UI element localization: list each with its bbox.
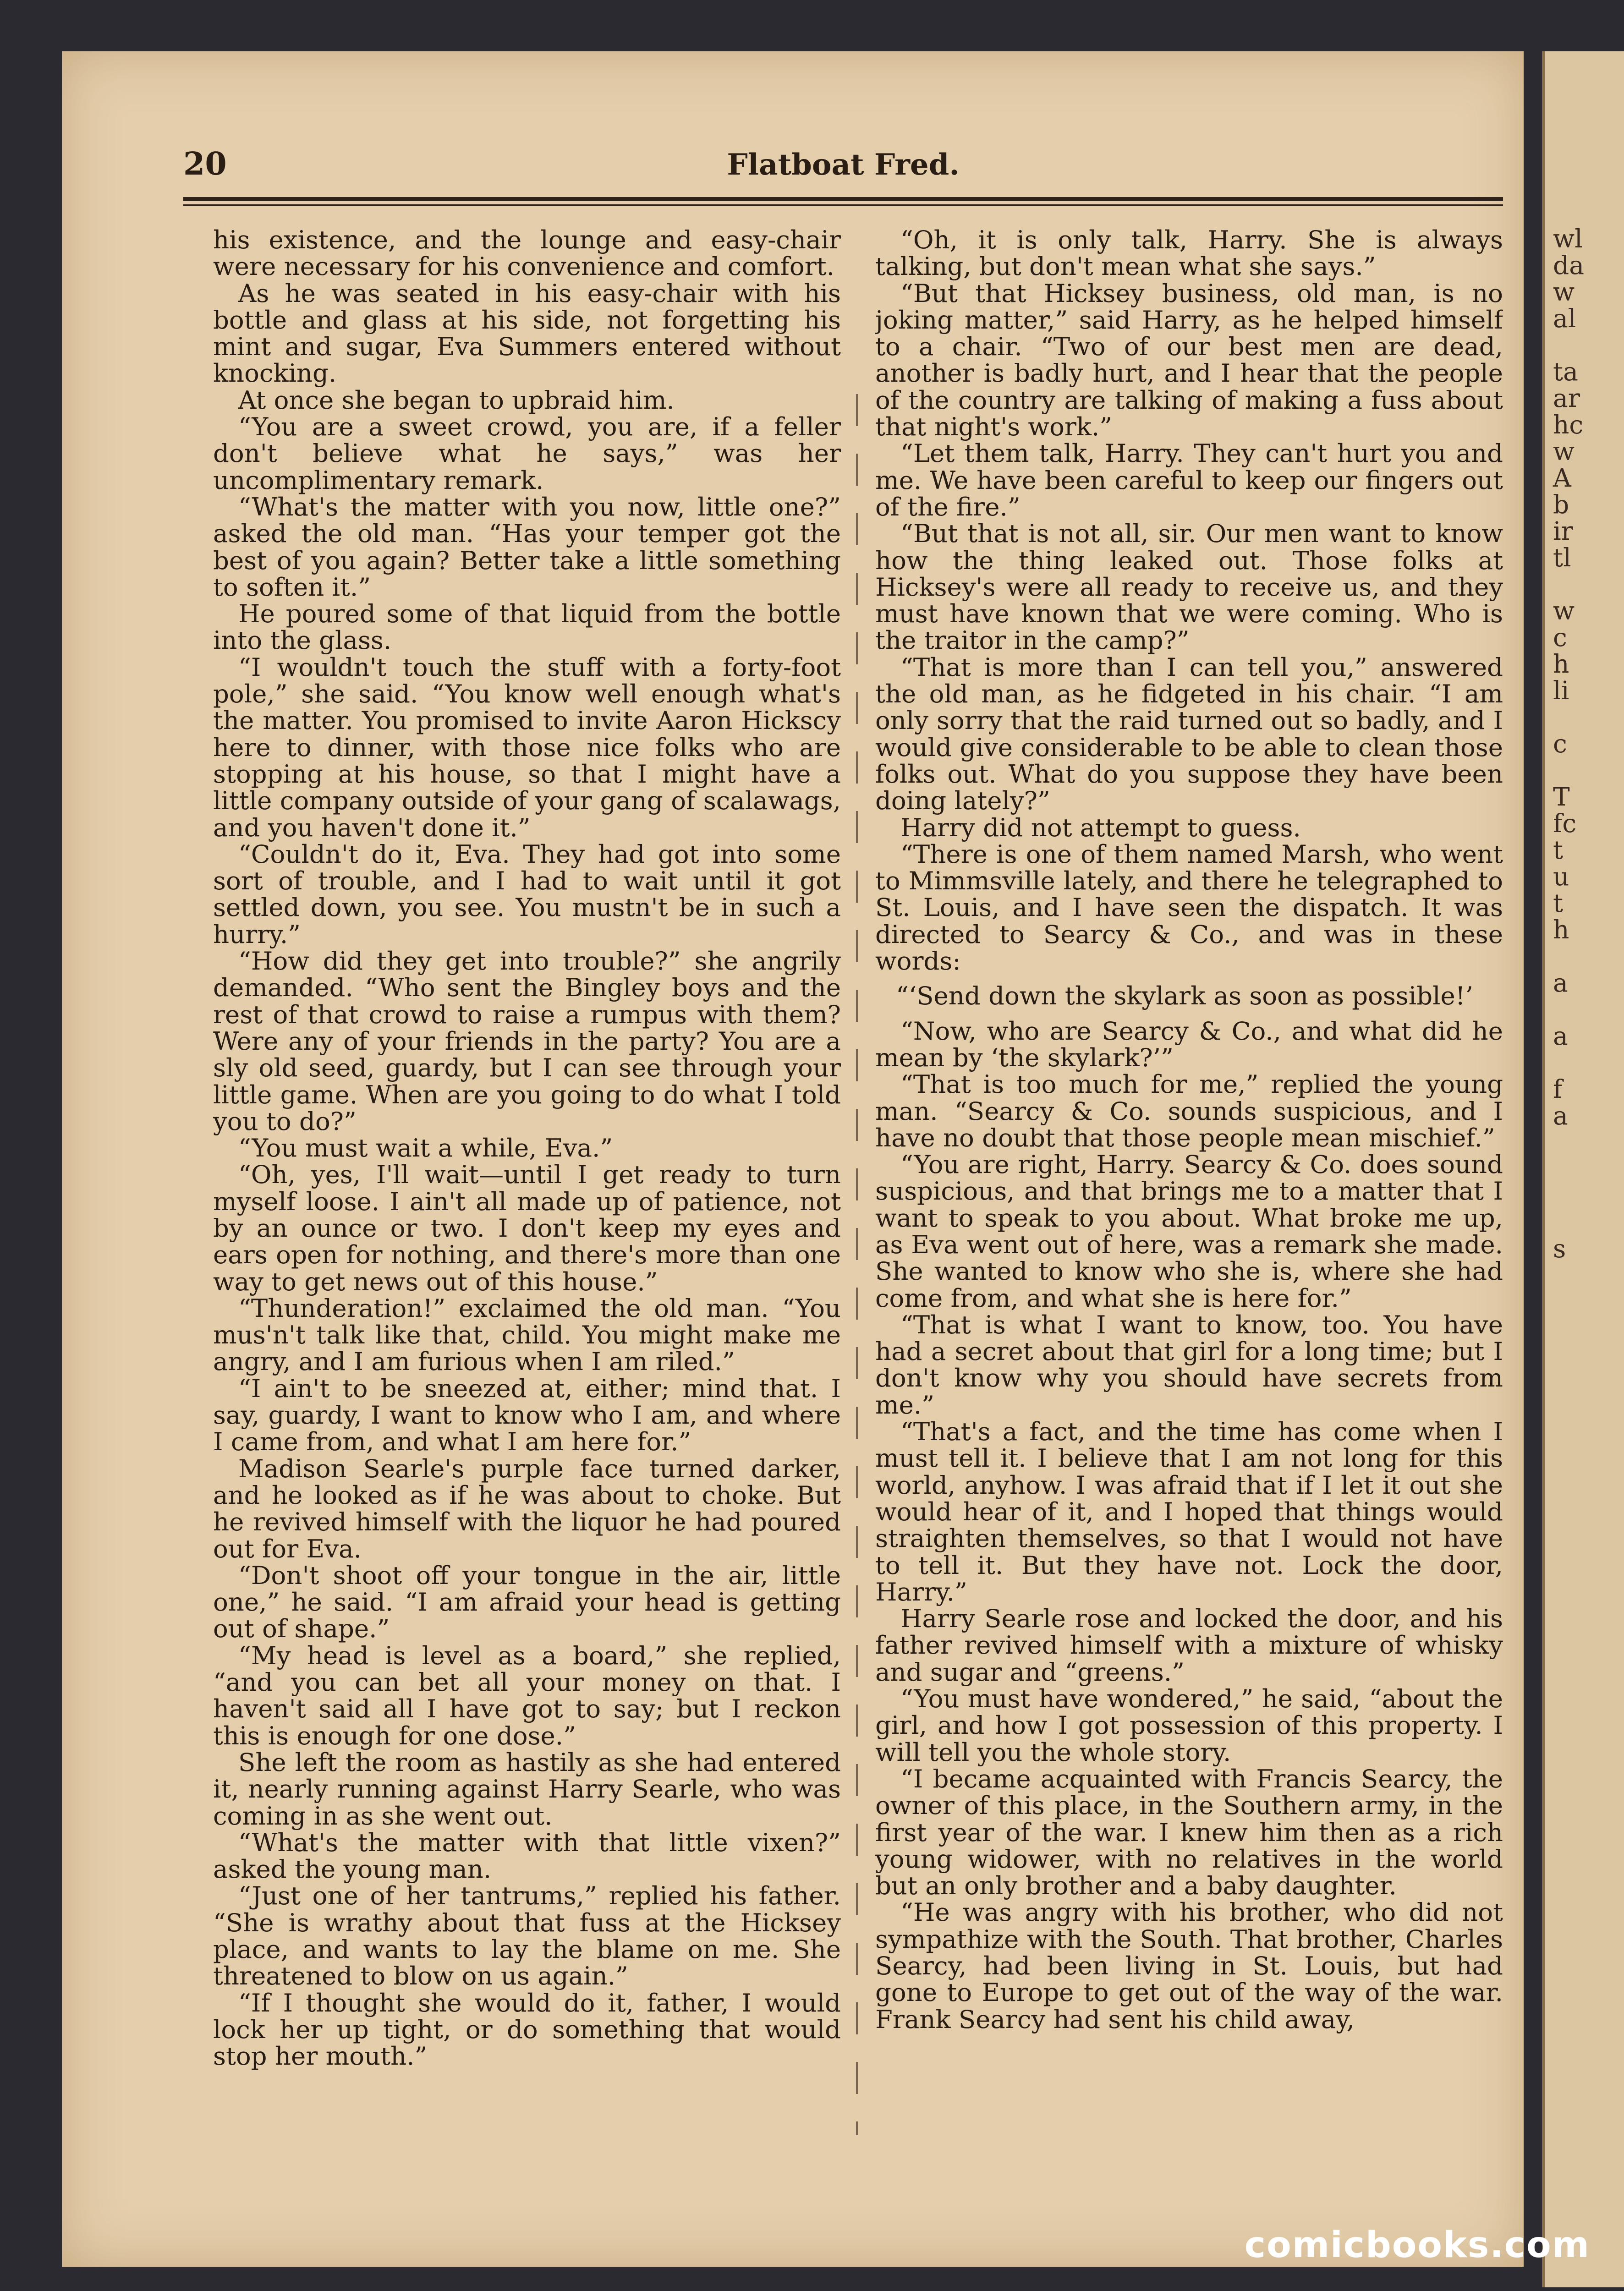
- edge-fragment: s: [1553, 1234, 1566, 1263]
- edge-fragment: [1553, 1209, 1624, 1235]
- edge-fragment: al: [1553, 304, 1576, 333]
- edge-fragment: u: [1553, 862, 1569, 891]
- paragraph: “That is what I want to know, too. You have had a secret about that girl for a long time; but I don't know why you should have secrets from me.”: [875, 1310, 1503, 1420]
- paragraph: “He was angry with his brother, who did not sympathize with the South. That brother, Charles Searcy, had been living in St. Louis, but had gone to Europe to get out of the way of the war. Frank Searcy had sent his child away,: [875, 1897, 1503, 2034]
- paragraph: “I became acquainted with Francis Searcy, the owner of this place, in the Southern army, in the first year of the war. I knew him then as a rich young widower, with no relatives in the world but an only brother and a baby daughter.: [875, 1764, 1503, 1901]
- edge-fragment: [1553, 571, 1624, 597]
- edge-fragment: A: [1553, 463, 1571, 493]
- edge-fragment: a: [1553, 1021, 1568, 1051]
- edge-fragment: fc: [1553, 809, 1577, 838]
- left-text-column: [213, 226, 841, 2142]
- paragraph: At once she began to upbraid him.: [238, 385, 675, 415]
- edge-fragment: a: [1553, 968, 1568, 998]
- paragraph: his existence, and the lounge and easy-chair were necessary for his convenience and comfort.: [213, 226, 841, 281]
- edge-fragment: t: [1553, 835, 1564, 865]
- edge-fragment: [1553, 1288, 1624, 1315]
- paragraph: Harry did not attempt to guess.: [900, 812, 1301, 842]
- paragraph: Harry Searle rose and locked the door, and his father revived himself with a mixture of whisky and sugar and “greens.”: [875, 1604, 1503, 1687]
- paragraph: He poured some of that liquid from the bottle into the glass.: [213, 599, 841, 655]
- paragraph: “I ain't to be sneezed at, either; mind that. I say, guardy, I want to know who I am, and where I came from, and what I am here for.”: [213, 1373, 841, 1457]
- edge-fragment: [1553, 757, 1624, 784]
- paragraph: “You are right, Harry. Searcy & Co. does sound suspicious, and that brings me to a matter that I want to speak to you about. What broke me up, as Eva went out of here, was a remark she made. She wanted to know who she is, where she had come from, and what she is here for.”: [875, 1150, 1503, 1313]
- paragraph: “You must wait a while, Eva.”: [238, 1133, 613, 1163]
- paragraph: “There is one of them named Marsh, who went to Mimmsville lately, and there he telegraphed to St. Louis, and I have seen the dispatch. It was directed to Searcy & Co., and was in these words:: [875, 839, 1503, 976]
- paragraph: “What's the matter with that little vixen?” asked the young man.: [213, 1827, 841, 1884]
- paragraph: “My head is level as a board,” she replied, “and you can bet all your money on that. I haven't said all I have got to say; but I reckon this is enough for one dose.”: [213, 1640, 841, 1750]
- adjacent-page-text-fragments: [1553, 225, 1624, 1315]
- edge-fragment: [1553, 332, 1624, 358]
- column-divider: [856, 394, 858, 2135]
- paragraph: “That is too much for me,” replied the young man. “Searcy & Co. sounds suspicious, and I have no doubt that those people mean mischief.”: [875, 1069, 1503, 1152]
- paragraph: “That is more than I can tell you,” answered the old man, as he fidgeted in his chair. “I am only sorry that the raid turned out so badly, and I would give considerable to be able to clean those folks out. What do you suppose they have been doing lately?”: [875, 652, 1503, 816]
- edge-fragment: da: [1553, 251, 1584, 280]
- edge-fragment: T: [1553, 782, 1570, 811]
- paragraph: Madison Searle's purple face turned darker, and he looked as if he was about to choke. But he revived himself with the liquor he had poured out for Eva.: [213, 1453, 841, 1563]
- paragraph: “Oh, it is only talk, Harry. She is always talking, but don't mean what she says.”: [875, 226, 1503, 281]
- paragraph: “Just one of her tantrums,” replied his father. “She is wrathy about that fuss at the Hicksey place, and wants to lay the blame on me. She threatened to blow on us again.”: [213, 1881, 841, 1991]
- paragraph: She left the room as hastily as she had entered it, nearly running against Harry Searle, who was coming in as she went out.: [213, 1747, 841, 1831]
- edge-fragment: ta: [1553, 357, 1578, 386]
- edge-fragment: wl: [1553, 224, 1583, 253]
- edge-fragment: t: [1553, 888, 1564, 918]
- edge-fragment: li: [1553, 676, 1569, 705]
- edge-fragment: [1553, 1049, 1624, 1076]
- paragraph: “But that is not all, sir. Our men want to know how the thing leaked out. Those folks at Hicksey's were all ready to receive us, and they must have known that we were coming. Who is the traitor in the camp?”: [875, 519, 1503, 655]
- edge-fragment: [1553, 1182, 1624, 1209]
- page-number: 20: [183, 146, 227, 182]
- running-head: [183, 146, 1503, 192]
- edge-fragment: [1553, 1156, 1624, 1182]
- edge-fragment: h: [1553, 915, 1569, 944]
- paragraph: “But that Hicksey business, old man, is no joking matter,” said Harry, as he helped himself to a chair. “Two of our best men are dead, another is badly hurt, and I hear that the people of the country are talking of making a fuss about that night's work.”: [875, 278, 1503, 442]
- right-text-column: [875, 226, 1503, 2142]
- edge-fragment: ir: [1553, 516, 1573, 546]
- paragraph: “That's a fact, and the time has come when I must tell it. I believe that I am not long for this world, anyhow. I was afraid that if I let it out she would hear of it, and I hoped that things would straighten themselves, so that I would not have to tell it. But they have not. Lock the door, Harry.”: [875, 1417, 1503, 1606]
- edge-fragment: ar: [1553, 384, 1580, 413]
- edge-fragment: [1553, 996, 1624, 1023]
- paragraph: “Don't shoot off your tongue in the air, little one,” he said. “I am afraid your head is getting out of shape.”: [213, 1560, 841, 1644]
- edge-fragment: b: [1553, 490, 1569, 519]
- paragraph: “If I thought she would do it, father, I would lock her up tight, or do something that would stop her mouth.”: [213, 1988, 841, 2071]
- paragraph: “How did they get into trouble?” she angrily demanded. “Who sent the Bingley boys and the rest of that crowd to raise a rumpus with them? Were any of your friends in the party? You are a sly old seed, guardy, but I can see through your little game. When are you going to do what I told you to do?”: [213, 946, 841, 1136]
- edge-fragment: [1553, 1129, 1624, 1156]
- adjacent-page-edge: [1542, 51, 1624, 2287]
- paragraph: “Now, who are Searcy & Co., and what did he mean by ‘the skylark?’”: [875, 1016, 1503, 1072]
- edge-fragment: hc: [1553, 410, 1584, 439]
- edge-fragment: c: [1553, 623, 1567, 652]
- edge-fragment: h: [1553, 649, 1569, 679]
- edge-fragment: c: [1553, 729, 1567, 758]
- edge-fragment: tl: [1553, 543, 1571, 572]
- paragraph: “‘Send down the skylark as soon as possible!’: [896, 981, 1473, 1011]
- edge-fragment: w: [1553, 437, 1575, 466]
- edge-fragment: [1553, 943, 1624, 970]
- edge-fragment: w: [1553, 596, 1575, 625]
- paragraph: “You must have wondered,” he said, “about the girl, and how I got possession of this property. I will tell you the whole story.: [875, 1684, 1503, 1767]
- paragraph: “I wouldn't touch the stuff with a forty-foot pole,” she said. “You know well enough what's the matter. You promised to invite Aaron Hickscy here to dinner, with those nice folks who are stopping at his house, so that I might have a little company outside of your gang of scalawags, and you haven't done it.”: [213, 652, 841, 842]
- watermark: comicbooks.com: [1244, 2225, 1590, 2266]
- paragraph: “You are a sweet crowd, you are, if a feller don't believe what he says,” was her uncomplimentary remark.: [213, 412, 841, 495]
- header-rule-thick: [183, 197, 1503, 201]
- header-rule-thin: [183, 204, 1503, 206]
- edge-fragment: a: [1553, 1101, 1568, 1130]
- paragraph: As he was seated in his easy-chair with his bottle and glass at his side, not forgetting his mint and sugar, Eva Summers entered without knocking.: [213, 278, 841, 388]
- paragraph: “Thunderation!” exclaimed the old man. “You mus'n't talk like that, child. You might make me angry, and I am furious when I am riled.”: [213, 1293, 841, 1376]
- edge-fragment: f: [1553, 1074, 1563, 1104]
- paragraph: “Let them talk, Harry. They can't hurt you and me. We have been careful to keep our fingers out of the fire.”: [875, 438, 1503, 521]
- paragraph: “Couldn't do it, Eva. They had got into some sort of trouble, and I had to wait until it got settled down, you see. You mustn't be in such a hurry.”: [213, 839, 841, 949]
- edge-fragment: [1553, 1262, 1624, 1288]
- edge-fragment: w: [1553, 277, 1575, 307]
- edge-fragment: [1553, 704, 1624, 730]
- page-title: Flatboat Fred.: [727, 148, 960, 182]
- paragraph: “What's the matter with you now, little one?” asked the old man. “Has your temper got the best of you again? Better take a little something to soften it.”: [213, 492, 841, 602]
- paragraph: “Oh, yes, I'll wait—until I get ready to turn myself loose. I ain't all made up of patience, not by an ounce or two. I don't keep my eyes and ears open for nothing, and there's more than one way to get news out of this house.”: [213, 1160, 841, 1296]
